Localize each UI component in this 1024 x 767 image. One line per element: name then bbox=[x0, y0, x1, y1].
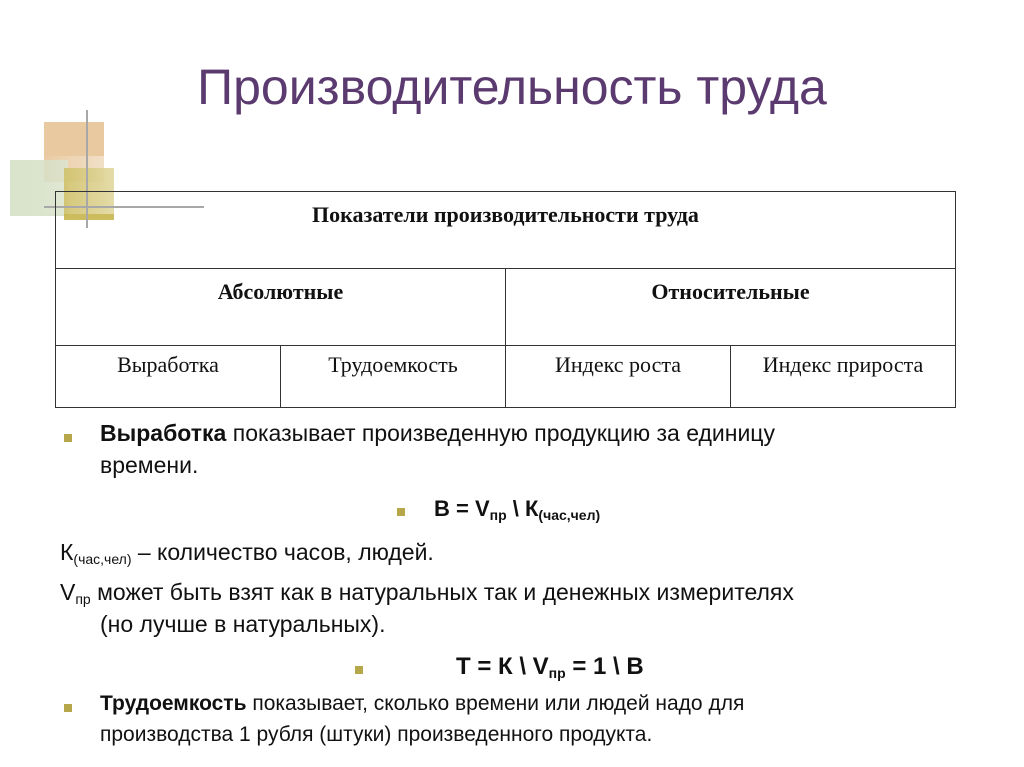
bullet-labor-text: показывает, сколько времени или людей надо для bbox=[246, 692, 745, 715]
v-text-line2: (но лучше в натуральных). bbox=[100, 611, 386, 637]
formula-labor-part2: = 1 \ В bbox=[565, 653, 644, 680]
formula-output-sub2: (час,чел) bbox=[538, 507, 601, 523]
bullet-square-icon bbox=[355, 666, 363, 674]
slide-title: Производительность труда bbox=[197, 59, 827, 115]
v-text: может быть взят как в натуральных так и денежных измерителях bbox=[90, 579, 794, 605]
item-increase-index: Индекс прироста bbox=[731, 346, 956, 408]
formula-labor bbox=[456, 651, 644, 683]
k-symbol: К bbox=[60, 539, 74, 565]
v-definition bbox=[60, 576, 1010, 640]
bullet-output-text: показывает произведенную продукцию за единицу bbox=[226, 420, 775, 446]
term-labor-intensity: Трудоемкость bbox=[100, 692, 247, 715]
formula-output-sub1: пр bbox=[489, 507, 507, 523]
bullet-labor-line2: производства 1 рубля (штуки) произведенного продукта. bbox=[100, 723, 653, 746]
bullet-labor-intensity bbox=[100, 688, 744, 750]
bullet-square-icon bbox=[397, 508, 405, 516]
group-relative: Относительные bbox=[506, 269, 956, 346]
table-header: Показатели производительности труда bbox=[56, 192, 956, 269]
indicators-table bbox=[55, 191, 956, 408]
v-symbol: V bbox=[60, 579, 76, 605]
k-subscript: (час,чел) bbox=[73, 551, 132, 567]
group-absolute: Абсолютные bbox=[56, 269, 506, 346]
term-output: Выработка bbox=[100, 420, 227, 446]
formula-output-part2: \ К bbox=[506, 496, 539, 521]
k-definition bbox=[60, 536, 434, 568]
bullet-square-icon bbox=[64, 704, 72, 712]
formula-output-part1: В = V bbox=[434, 496, 490, 521]
formula-labor-part1: Т = К \ V bbox=[456, 653, 549, 680]
bullet-output-line2: времени. bbox=[100, 452, 199, 478]
item-output: Выработка bbox=[56, 346, 281, 408]
item-growth-index: Индекс роста bbox=[506, 346, 731, 408]
bullet-output bbox=[100, 417, 775, 481]
bullet-square-icon bbox=[64, 434, 72, 442]
k-text: – количество часов, людей. bbox=[131, 539, 434, 565]
formula-labor-sub: пр bbox=[548, 665, 566, 681]
formula-output bbox=[434, 493, 600, 525]
v-subscript: пр bbox=[75, 591, 91, 607]
item-labor-intensity: Трудоемкость bbox=[281, 346, 506, 408]
